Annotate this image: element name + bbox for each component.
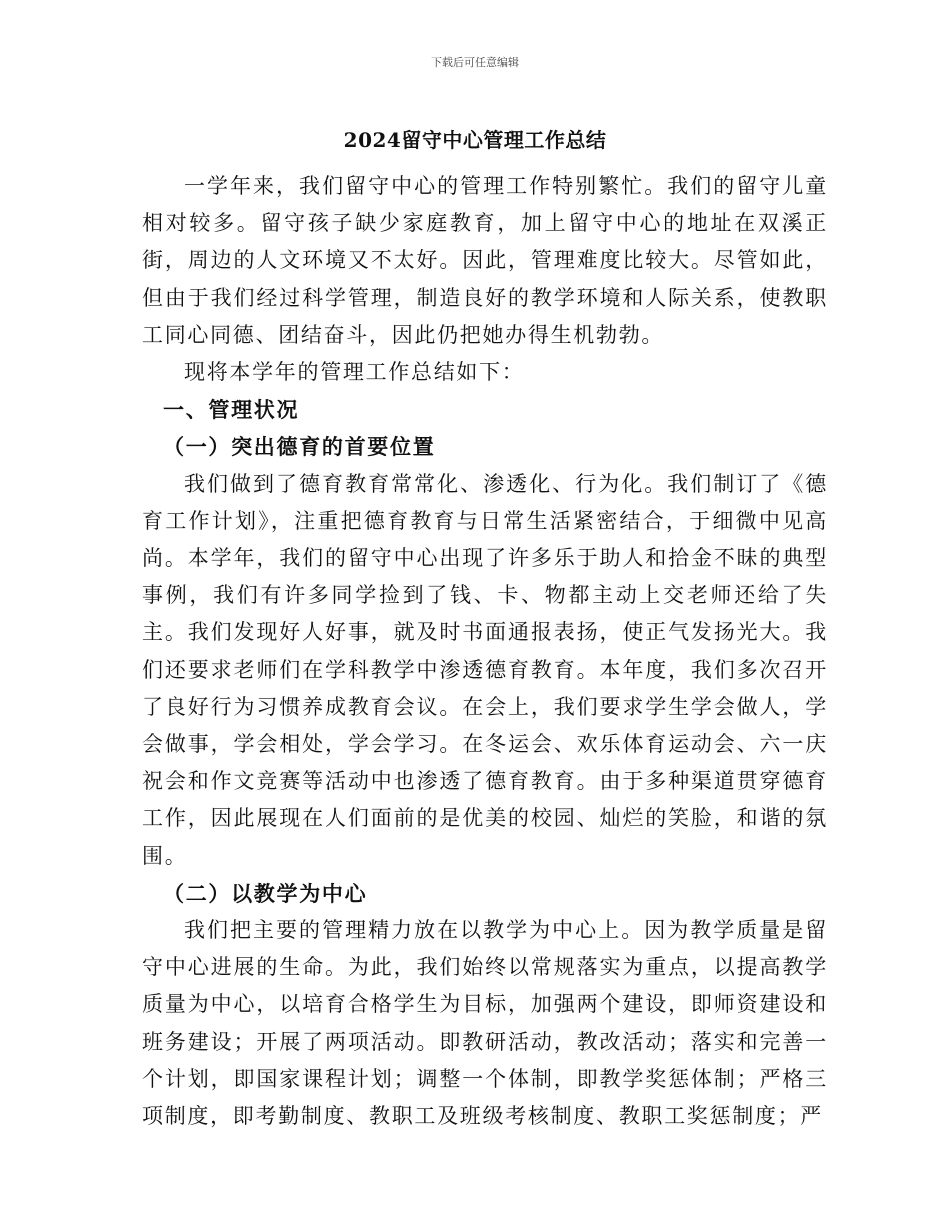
moral-education-paragraph: 我们做到了德育教育常常化、渗透化、行为化。我们制订了《德育工作计划》，注重把德育教育与日常生活紧密结合，于细微中见高尚。本学年，我们的留守中心出现了许多乐于助人和拾金不昧的典型事例，我们有许多同学捡到了钱、卡、物都主动上交老师还给了失主。我们发现好人好事，就及时书面通报表扬，使正气发扬光大。我们还要求老师们在学科教学中渗透德育教育。本年度，我们多次召开了良好行为习惯养成教育会议。在会上，我们要求学生学会做人，学会做事，学会相处，学会学习。在冬运会、欢乐体育运动会、六一庆祝会和作文竞赛等活动中也渗透了德育教育。由于多种渠道贯穿德育工作，因此展现在人们面前的是优美的校园、灿烂的笑脸，和谐的氛围。 <box>142 471 828 868</box>
subsection-heading-moral-education: （一）突出德育的首要位置 <box>163 434 436 460</box>
subsection-heading-teaching-center: （二）以教学为中心 <box>163 880 368 906</box>
intro-paragraph: 一学年来，我们留守中心的管理工作特别繁忙。我们的留守儿童相对较多。留守孩子缺少家庭教育，加上留守中心的地址在双溪正街，周边的人文环境又不太好。因此，管理难度比较大。尽管如此，但由于我们经过科学管理，制造良好的教学环境和人际关系，使教职工同心同德、团结奋斗，因此仍把她办得生机勃勃。 <box>142 174 828 347</box>
summary-lead-paragraph: 现将本学年的管理工作总结如下： <box>184 360 525 385</box>
teaching-center-paragraph: 我们把主要的管理精力放在以教学为中心上。因为教学质量是留守中心进展的生命。为此，我们始终以常规落实为重点，以提高教学质量为中心，以培育合格学生为目标，加强两个建设，即师资建设和班务建设；开展了两项活动。即教研活动，教改活动；落实和完善一个计划，即国家课程计划；调整一个体制，即教学奖惩体制；严格三项制度，即考勤制度、教职工及班级考核制度、教职工奖惩制度；严 <box>142 918 828 1129</box>
header-note: 下载后可任意编辑 <box>431 56 519 69</box>
section-heading-management: 一、管理状况 <box>163 397 300 423</box>
document-body <box>142 168 828 1135</box>
document-title: 2024留守中心管理工作总结 <box>343 128 607 152</box>
